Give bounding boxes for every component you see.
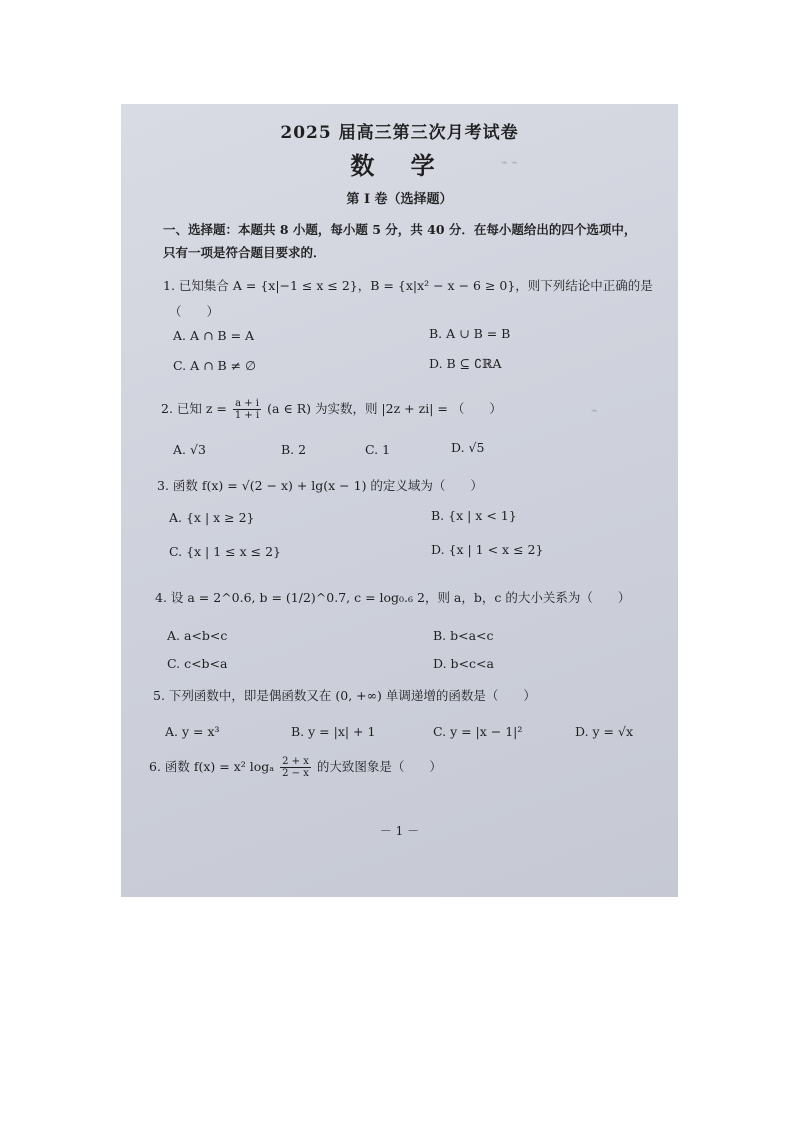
question-2-stem-start: 2. 已知 z = (161, 401, 227, 416)
question-4-option-a: A. a<b<c (167, 628, 228, 643)
fraction-numerator: 2 + x (282, 756, 309, 767)
question-1-bracket: （ ） (169, 304, 220, 319)
fraction-numerator: a + i (233, 398, 261, 410)
question-4-option-c: C. c<b<a (167, 656, 228, 671)
bleed-through-mark: ⌁ ⌁ (501, 156, 518, 169)
question-2-fraction (233, 398, 261, 421)
question-5-option-b: B. y = |x| + 1 (291, 724, 376, 739)
question-3-stem: 3. 函数 f(x) = √(2 − x) + lg(x − 1) 的定义域为（ ） (157, 478, 483, 493)
question-4-option-b: B. b<a<c (433, 628, 494, 643)
question-6-stem (149, 756, 442, 779)
question-1-option-c: C. A ∩ B ≠ ∅ (173, 358, 257, 373)
question-1-stem: 1. 已知集合 A = {x|−1 ≤ x ≤ 2}，B = {x|x² − x − 6 ≥ 0}，则下列结论中正确的是 (163, 278, 653, 293)
question-2-option-a: A. √3 (173, 442, 206, 457)
exam-title: 2025 届高三第三次月考试卷 (280, 123, 519, 143)
fraction-denominator: 1 + i (234, 410, 260, 421)
section-instructions: 一、选择题：本题共 8 小题，每小题 5 分，共 40 分．在每小题给出的四个选项中，只有一项是符合题目要求的． (163, 222, 637, 260)
exam-photo (121, 104, 678, 897)
question-3-option-a: A. {x | x ≥ 2} (169, 510, 255, 525)
fraction-denominator: 2 − x (282, 768, 309, 779)
question-5-option-c: C. y = |x − 1|² (433, 724, 523, 739)
question-6-stem-start: 6. 函数 f(x) = x² logₐ (149, 759, 275, 774)
question-5-option-d: D. y = √x (575, 724, 634, 739)
question-3-option-d: D. {x | 1 < x ≤ 2} (431, 542, 544, 557)
question-2-option-b: B. 2 (281, 442, 307, 457)
question-4-option-d: D. b<c<a (433, 656, 494, 671)
question-1-option-d: D. B ⊆ ∁ℝA (429, 356, 502, 371)
question-3-option-b: B. {x | x < 1} (431, 508, 517, 523)
question-6-stem-end: 的大致图象是（ ） (316, 759, 442, 774)
question-2-stem-end: (a ∈ R) 为实数，则 |2z + zi| = （ ） (267, 401, 502, 416)
question-4-stem: 4. 设 a = 2^0.6, b = (1/2)^0.7, c = log₀.₆ 2，则 a，b，c 的大小关系为（ ） (155, 590, 631, 605)
question-5-option-a: A. y = x³ (165, 724, 220, 739)
question-2-option-d: D. √5 (451, 440, 485, 455)
exam-subject: 数 学 (350, 151, 449, 180)
question-2-stem (161, 398, 502, 421)
page-number: － 1 － (379, 824, 420, 838)
question-1-option-b: B. A ∪ B = B (429, 326, 511, 341)
question-3-option-c: C. {x | 1 ≤ x ≤ 2} (169, 544, 281, 559)
question-6-fraction (280, 756, 311, 779)
question-2-option-c: C. 1 (365, 442, 391, 457)
section-part-title: 第 I 卷（选择题） (346, 192, 453, 207)
bleed-through-mark: ⌁ (591, 404, 598, 417)
question-1-option-a: A. A ∩ B = A (173, 328, 255, 343)
question-5-stem: 5. 下列函数中，即是偶函数又在 (0, +∞) 单调递增的函数是（ ） (153, 688, 536, 703)
